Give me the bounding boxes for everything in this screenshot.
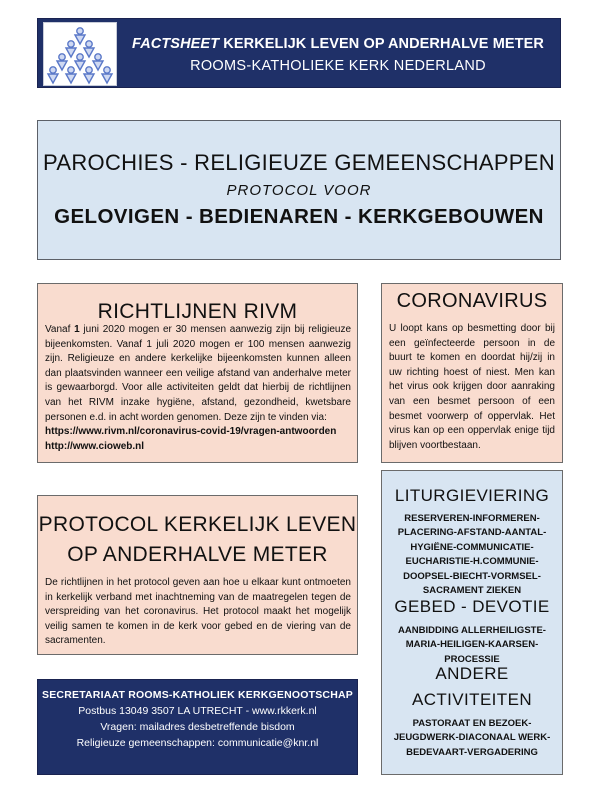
list-item: MARIA-HEILIGEN-KAARSEN- bbox=[405, 639, 539, 651]
rivm-text-a: Vanaf bbox=[45, 324, 75, 335]
header-title bbox=[118, 36, 558, 52]
rivm-heading: RICHTLIJNEN RIVM bbox=[97, 300, 298, 323]
protocol-heading-line-1: PROTOCOL KERKELIJK LEVEN bbox=[38, 513, 357, 536]
secretariaat-address: Postbus 13049 3507 LA UTRECHT - www.rkkerk.nl bbox=[78, 705, 317, 717]
list-item: RESERVEREN-INFORMEREN- bbox=[404, 513, 540, 524]
rivm-link[interactable]: https://www.rivm.nl/coronavirus-covid-19/vragen-antwoorden bbox=[45, 426, 337, 438]
rivm-text-b: juni 2020 mogen er 30 mensen aanwezig zijn bij religieuze bijeenkomsten. Vanaf 1 juli 2020 mogen er 100 mensen aanwezig zijn. Religieuze en andere kerkelijke bijeenkomsten kunnen alleen dan plaatsvinden wanneer een veilige afstand van anderhalve meter is gewaarborgd. Voor alle activiteiten geldt dat hierbij de richtlijnen van het RIVM inzake hygiëne, afstand, gezondheid, kwetsbare personen e.d. in acht worden genomen. Deze zijn te vinden via: bbox=[45, 324, 352, 423]
title-line-1: PAROCHIES - RELIGIEUZE GEMEENSCHAPPEN bbox=[43, 150, 555, 175]
protocol-heading-line-2: OP ANDERHALVE METER bbox=[67, 543, 328, 566]
andere-heading-line-1: ANDERE bbox=[435, 664, 509, 683]
secretariaat-title: SECRETARIAAT ROOMS-KATHOLIEK KERKGENOOTSCHAP bbox=[42, 689, 353, 701]
andere-list bbox=[381, 717, 563, 760]
secretariaat-contact: Religieuze gemeenschappen: communicatie@knr.nl bbox=[76, 737, 319, 749]
header-factsheet-label: FACTSHEET bbox=[132, 36, 220, 52]
list-item: JEUGDWERK-DIACONAAL WERK- bbox=[393, 732, 551, 744]
protocol-text: De richtlijnen in het protocol geven aan hoe u elkaar kunt ontmoeten in kerkelijk verband met inachtneming van de maatregelen tegen de verspreiding van het coronavirus. Het protocol maakt het mogelijk veilig samen te komen in de kerk voor gebed en de viering van de sacramenten. bbox=[45, 577, 351, 647]
coronavirus-heading: CORONAVIRUS bbox=[396, 290, 548, 312]
gebed-list bbox=[381, 624, 563, 667]
list-item: PROCESSIE bbox=[444, 653, 500, 665]
header-subtitle: ROOMS-KATHOLIEKE KERK NEDERLAND bbox=[190, 58, 486, 74]
andere-heading-line-2: ACTIVITEITEN bbox=[411, 690, 533, 709]
list-item: EUCHARISTIE-H.COMMUNIE- bbox=[405, 556, 539, 568]
title-line-3: GELOVIGEN - BEDIENAREN - KERKGEBOUWEN bbox=[54, 205, 544, 228]
list-item: DOOPSEL-BIECHT-VORMSEL- bbox=[403, 570, 541, 582]
list-item: PLACERING-AFSTAND-AANTAL- bbox=[397, 527, 547, 539]
list-item: BEDEVAART-VERGADERING bbox=[406, 746, 538, 758]
logo bbox=[43, 22, 117, 86]
logo-figures-icon bbox=[44, 23, 116, 85]
list-item: HYGIËNE-COMMUNICATIE- bbox=[410, 541, 534, 553]
liturgie-heading: LITURGIEVIERING bbox=[394, 486, 550, 505]
cioweb-link[interactable]: http://www.cioweb.nl bbox=[45, 440, 145, 452]
header-title-rest: KERKELIJK LEVEN OP ANDERHALVE METER bbox=[219, 36, 544, 52]
list-item: SACRAMENT ZIEKEN bbox=[422, 585, 522, 597]
gebed-heading: GEBED - DEVOTIE bbox=[394, 597, 550, 616]
rivm-text-bold: 1 bbox=[74, 324, 80, 335]
title-line-2: PROTOCOL VOOR bbox=[226, 182, 372, 199]
list-item: AANBIDDING ALLERHEILIGSTE- bbox=[398, 625, 546, 636]
rivm-text bbox=[45, 323, 351, 454]
coronavirus-text: U loopt kans op besmetting door bij een geïnfecteerde persoon in de buurt te komen en doordat hij/zij in uw richting hoest of niest. Men kan het virus ook krijgen door aanraking van een besmet persoon of een besmet voorwerp of oppervlak. Het virus kan op een oppervlak enige tijd blijven voortbestaan. bbox=[389, 323, 555, 451]
list-item: PASTORAAT EN BEZOEK- bbox=[412, 718, 532, 729]
liturgie-list bbox=[381, 512, 563, 598]
secretariaat-questions: Vragen: mailadres desbetreffende bisdom bbox=[100, 721, 295, 733]
